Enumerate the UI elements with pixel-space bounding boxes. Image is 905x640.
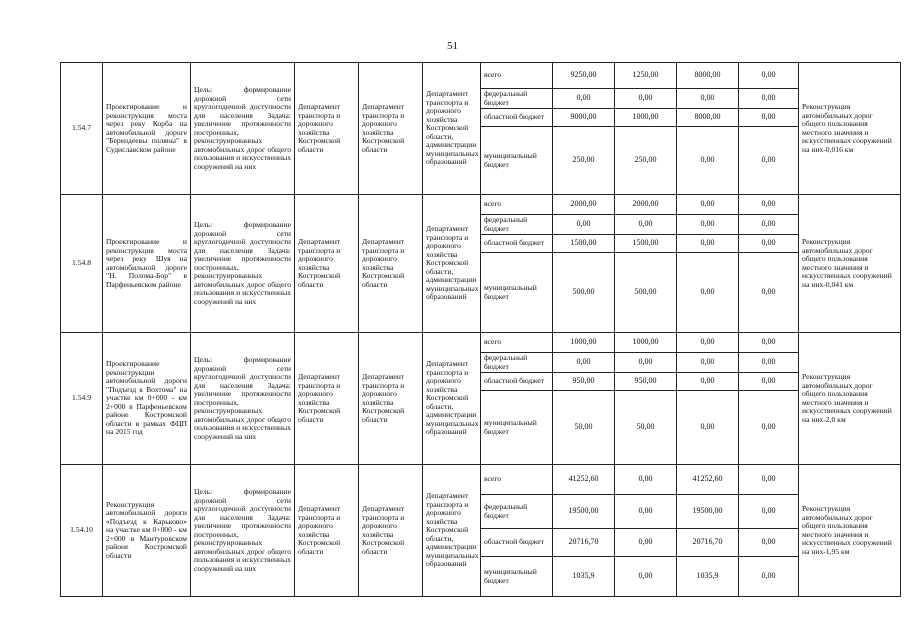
amount-year-2: 0,00	[677, 127, 739, 195]
table-row	[61, 333, 901, 353]
amount-year-2: 8000,00	[677, 109, 739, 127]
amount-year-2: 41252,60	[677, 465, 739, 495]
amount-year-1: 0,00	[615, 465, 677, 495]
amount-year-3: 0,00	[739, 391, 799, 465]
amount-year-1: 500,00	[615, 253, 677, 333]
item-goal: Цель: формирование дорожной сети круглогодичной доступности для населения Задача: увеличение протяженности построенных, реконструированных автомобильных дорог общего пользования и искусственных сооружений на них	[191, 465, 295, 597]
amount-year-1: 50,00	[615, 391, 677, 465]
amount-year-2: 1035,9	[677, 557, 739, 597]
amount-total: 19500,00	[553, 495, 615, 529]
funding-source: всего	[481, 195, 553, 215]
amount-year-2: 8000,00	[677, 63, 739, 89]
item-coexecutor: Департамент транспорта и дорожного хозяйства Костромской области	[359, 195, 423, 333]
amount-year-3: 0,00	[739, 235, 799, 253]
funding-source: муниципальный бюджет	[481, 253, 553, 333]
table-row	[61, 63, 901, 89]
amount-year-1: 950,00	[615, 373, 677, 391]
amount-year-3: 0,00	[739, 127, 799, 195]
item-number: 1.54.10	[61, 465, 103, 597]
item-executor: Департамент транспорта и дорожного хозяйства Костромской области	[295, 63, 359, 195]
item-name: Реконструкция автомобильной дороги «Подъезд к Карьково» на участке км 0+000 - км 2+000 в Мантуровском районе Костромской области	[103, 465, 191, 597]
amount-year-1: 1250,00	[615, 63, 677, 89]
funding-source: муниципальный бюджет	[481, 127, 553, 195]
amount-year-3: 0,00	[739, 109, 799, 127]
amount-total: 41252,60	[553, 465, 615, 495]
item-number: 1.54.9	[61, 333, 103, 465]
amount-year-2: 0,00	[677, 353, 739, 373]
item-name: Проектирование и реконструкция моста через реку Корба на автомобильной дороге "Берендеевы поляны" в Судиславском районе	[103, 63, 191, 195]
amount-total: 1035,9	[553, 557, 615, 597]
amount-total: 0,00	[553, 89, 615, 109]
item-number: 1.54.8	[61, 195, 103, 333]
item-name: Проектирование и реконструкция моста через реку Шуя на автомобильной дороге "Н. Полома-Бор" в Парфеньевском районе	[103, 195, 191, 333]
item-executor: Департамент транспорта и дорожного хозяйства Костромской области	[295, 333, 359, 465]
amount-year-3: 0,00	[739, 63, 799, 89]
item-recipient: Департамент транспорта и дорожного хозяйства Костромской области, администрации муниципальных образований	[423, 465, 481, 597]
funding-source: всего	[481, 465, 553, 495]
amount-year-3: 0,00	[739, 215, 799, 235]
item-coexecutor: Департамент транспорта и дорожного хозяйства Костромской области	[359, 333, 423, 465]
item-coexecutor: Департамент транспорта и дорожного хозяйства Костромской области	[359, 465, 423, 597]
amount-year-3: 0,00	[739, 373, 799, 391]
item-name: Проектирование реконструкции автомобильной дороги "Подъезд к Вохтома" на участке км 0+000 - км 2+000 в Парфеньевском районе Костромской области в рамках ФЦП на 2015 год	[103, 333, 191, 465]
item-goal: Цель: формирование дорожной сети круглогодичной доступности для населения Задача: увеличение протяженности построенных, реконструированных автомобильных дорог общего пользования и искусственных сооружений на них	[191, 63, 295, 195]
item-executor: Департамент транспорта и дорожного хозяйства Костромской области	[295, 465, 359, 597]
amount-year-2: 20716,70	[677, 529, 739, 557]
amount-total: 1000,00	[553, 333, 615, 353]
funding-source: всего	[481, 333, 553, 353]
amount-year-1: 0,00	[615, 89, 677, 109]
amount-total: 2000,00	[553, 195, 615, 215]
amount-year-2: 0,00	[677, 391, 739, 465]
amount-total: 0,00	[553, 215, 615, 235]
funding-source: областной бюджет	[481, 109, 553, 127]
amount-total: 9000,00	[553, 109, 615, 127]
amount-year-3: 0,00	[739, 557, 799, 597]
funding-source: муниципальный бюджет	[481, 391, 553, 465]
item-recipient: Департамент транспорта и дорожного хозяйства Костромской области, администрации муниципальных образований	[423, 63, 481, 195]
table-row	[61, 465, 901, 495]
amount-total: 20716,70	[553, 529, 615, 557]
item-result: Реконструкция автомобильных дорог общего пользования местного значения и искусственных сооружений на них-0,016 км	[799, 63, 901, 195]
amount-year-2: 0,00	[677, 195, 739, 215]
item-result: Реконструкция автомобильных дорог общего пользования местного значения и искусственных сооружений на них-0,041 км	[799, 195, 901, 333]
funding-source: областной бюджет	[481, 235, 553, 253]
amount-total: 0,00	[553, 353, 615, 373]
amount-total: 500,00	[553, 253, 615, 333]
amount-year-3: 0,00	[739, 253, 799, 333]
amount-year-2: 0,00	[677, 89, 739, 109]
item-executor: Департамент транспорта и дорожного хозяйства Костромской области	[295, 195, 359, 333]
item-result: Реконструкция автомобильных дорог общего пользования местного значения и искусственных сооружений на них-1,95 км	[799, 465, 901, 597]
amount-year-1: 1500,00	[615, 235, 677, 253]
item-coexecutor: Департамент транспорта и дорожного хозяйства Костромской области	[359, 63, 423, 195]
amount-year-2: 0,00	[677, 373, 739, 391]
funding-source: областной бюджет	[481, 529, 553, 557]
funding-source: федеральный бюджет	[481, 495, 553, 529]
amount-year-3: 0,00	[739, 495, 799, 529]
amount-year-3: 0,00	[739, 353, 799, 373]
amount-year-2: 0,00	[677, 253, 739, 333]
amount-year-3: 0,00	[739, 529, 799, 557]
page-number: 51	[447, 40, 458, 52]
item-number: 1.54.7	[61, 63, 103, 195]
amount-year-1: 250,00	[615, 127, 677, 195]
item-result: Реконструкция автомобильных дорог общего пользования местного значения и искусственных сооружений на них-2,0 км	[799, 333, 901, 465]
amount-year-3: 0,00	[739, 333, 799, 353]
amount-year-1: 0,00	[615, 215, 677, 235]
funding-source: областной бюджет	[481, 373, 553, 391]
amount-total: 1500,00	[553, 235, 615, 253]
funding-source: федеральный бюджет	[481, 215, 553, 235]
item-recipient: Департамент транспорта и дорожного хозяйства Костромской области, администрации муниципальных образований	[423, 333, 481, 465]
amount-year-1: 0,00	[615, 495, 677, 529]
funding-source: федеральный бюджет	[481, 353, 553, 373]
table-row	[61, 195, 901, 215]
amount-year-2: 0,00	[677, 215, 739, 235]
amount-total: 950,00	[553, 373, 615, 391]
amount-year-3: 0,00	[739, 89, 799, 109]
amount-year-1: 2000,00	[615, 195, 677, 215]
amount-total: 9250,00	[553, 63, 615, 89]
item-goal: Цель: формирование дорожной сети круглогодичной доступности для населения Задача: увеличение протяженности построенных, реконструированных автомобильных дорог общего пользования и искусственных сооружений на них	[191, 333, 295, 465]
amount-year-1: 0,00	[615, 529, 677, 557]
amount-year-1: 1000,00	[615, 333, 677, 353]
item-recipient: Департамент транспорта и дорожного хозяйства Костромской области, администрации муниципальных образований	[423, 195, 481, 333]
amount-year-2: 19500,00	[677, 495, 739, 529]
amount-year-1: 0,00	[615, 557, 677, 597]
amount-year-1: 1000,00	[615, 109, 677, 127]
item-goal: Цель: формирование дорожной сети круглогодичной доступности для населения Задача: увеличение протяженности построенных, реконструированных автомобильных дорог общего пользования и искусственных сооружений на них	[191, 195, 295, 333]
amount-year-1: 0,00	[615, 353, 677, 373]
funding-source: федеральный бюджет	[481, 89, 553, 109]
funding-source: муниципальный бюджет	[481, 557, 553, 597]
amount-year-3: 0,00	[739, 195, 799, 215]
amount-year-2: 0,00	[677, 235, 739, 253]
amount-year-3: 0,00	[739, 465, 799, 495]
table-body	[61, 63, 901, 597]
amount-total: 50,00	[553, 391, 615, 465]
amount-year-2: 0,00	[677, 333, 739, 353]
amount-total: 250,00	[553, 127, 615, 195]
funding-source: всего	[481, 63, 553, 89]
program-table	[60, 62, 901, 597]
